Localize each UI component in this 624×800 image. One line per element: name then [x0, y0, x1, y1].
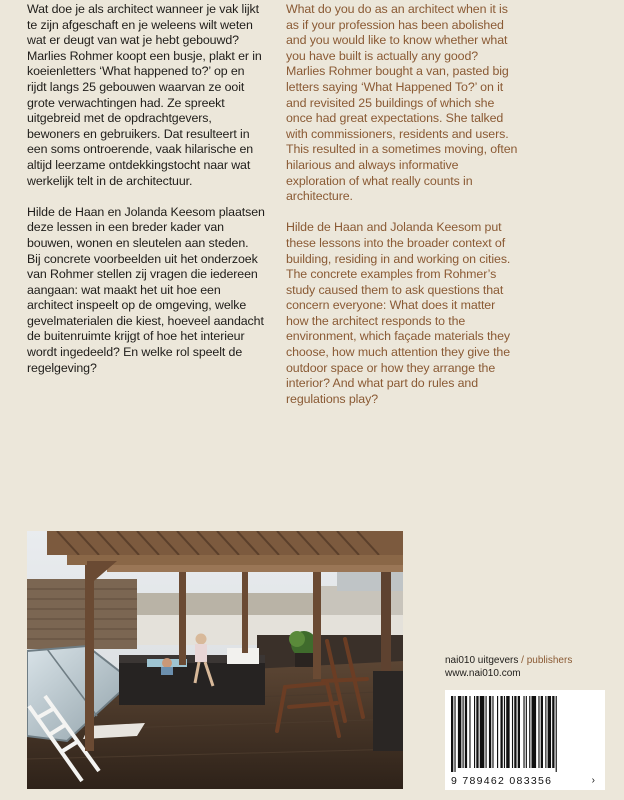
barcode-bar	[552, 696, 554, 768]
english-text-column	[286, 2, 518, 423]
barcode-bar	[492, 696, 493, 768]
publisher-website: www.nai010.com	[445, 668, 521, 679]
barcode-bar	[538, 696, 539, 768]
barcode-bar	[506, 696, 509, 768]
barcode-bar	[476, 696, 478, 768]
barcode-bar	[458, 696, 461, 768]
rooftop-terrace-photo	[27, 531, 403, 789]
barcode-bar	[454, 696, 455, 772]
publisher-name: nai010 uitgevers	[445, 655, 519, 666]
barcode-bar	[451, 696, 453, 772]
barcode-bar	[474, 696, 475, 768]
publisher-separator: /	[518, 655, 527, 666]
isbn-barcode	[445, 690, 605, 790]
barcode-bar	[523, 696, 524, 768]
publisher-info	[445, 654, 572, 680]
barcode-bar	[518, 696, 520, 768]
english-paragraph-1: What do you do as an architect when it is as if your profession has been abolished and you would like to know whether what you have built is actually any good? Marlies Rohmer bought a van, pasted big letters saying ‘What Happened To?’ on it and revisited 25 buildings of which she once had great expectations. She talked with commissioners, residents and users. This resulted in a sometimes moving, often hilarious and always informative exploration of what really counts in architecture.	[286, 2, 518, 204]
publisher-line	[445, 654, 572, 667]
barcode-bar	[497, 696, 498, 768]
barcode-bar	[556, 696, 557, 772]
barcode-bar	[486, 696, 487, 768]
publisher-name-en: publishers	[526, 655, 573, 666]
barcode-bar	[463, 696, 464, 768]
barcode-bar	[514, 696, 516, 768]
barcode-bar	[480, 696, 485, 768]
barcode-bar	[489, 696, 491, 768]
barcode-bar	[529, 696, 530, 768]
dutch-paragraph-2: Hilde de Haan en Jolanda Keesom plaatsen deze lessen in een breder kader van bouwen, wonen en sleutelen aan steden. Bij concrete voorbeelden uit het onderzoek van Rohmer stellen zij vragen die iedereen aangaan: wat maakt het uit hoe een architect inspeelt op de omgeving, welke gevelmaterialen die kiest, hoeveel aandacht de buitenruimte krijgt of hoe het interieur wordt ingedeeld? En welke rol speelt de regelgeving?	[27, 204, 265, 375]
barcode-bar	[469, 696, 470, 768]
isbn-number: 9 789462 083356	[451, 775, 553, 787]
barcode-bar	[512, 696, 513, 768]
barcode-bar	[532, 696, 537, 768]
barcode-bars	[445, 690, 605, 774]
barcode-bar	[545, 696, 546, 768]
barcode-bar	[548, 696, 551, 768]
barcode-bar	[504, 696, 505, 768]
barcode-bar	[541, 696, 543, 768]
barcode-bar	[500, 696, 502, 768]
barcode-bar	[526, 696, 527, 768]
dutch-paragraph-1: Wat doe je als architect wanneer je vak lijkt te zijn afgeschaft en je weleens wilt weten wat er deugt van wat je hebt gebouwd? Marlies Rohmer koopt een busje, plakt er in koeienletters ‘What happened to?’ op en rijdt langs 25 gebouwen waarvan ze ooit grote verwachtingen had. Ze spreekt uitgebreid met de opdrachtgevers, bewoners en gebruikers. Dat resulteert in een soms ontroerende, vaak hilarische en altijd leerzame ontdekkingstocht naar wat werkelijk telt in de architectuur.	[27, 2, 262, 188]
isbn-end-mark: ›	[591, 775, 595, 786]
dutch-text-column	[27, 2, 265, 392]
english-paragraph-2: Hilde de Haan and Jolanda Keesom put these lessons into the broader context of building, residing in and working on cities. The concrete examples from Rohmer’s study caused them to ask questions that concern everyone: What does it matter how the architect responds to the environment, which façade materials they choose, how much attention they give the outdoor space or how they arrange the interior? And what part do rules and regulations play?	[286, 220, 511, 406]
barcode-bar	[465, 696, 467, 768]
